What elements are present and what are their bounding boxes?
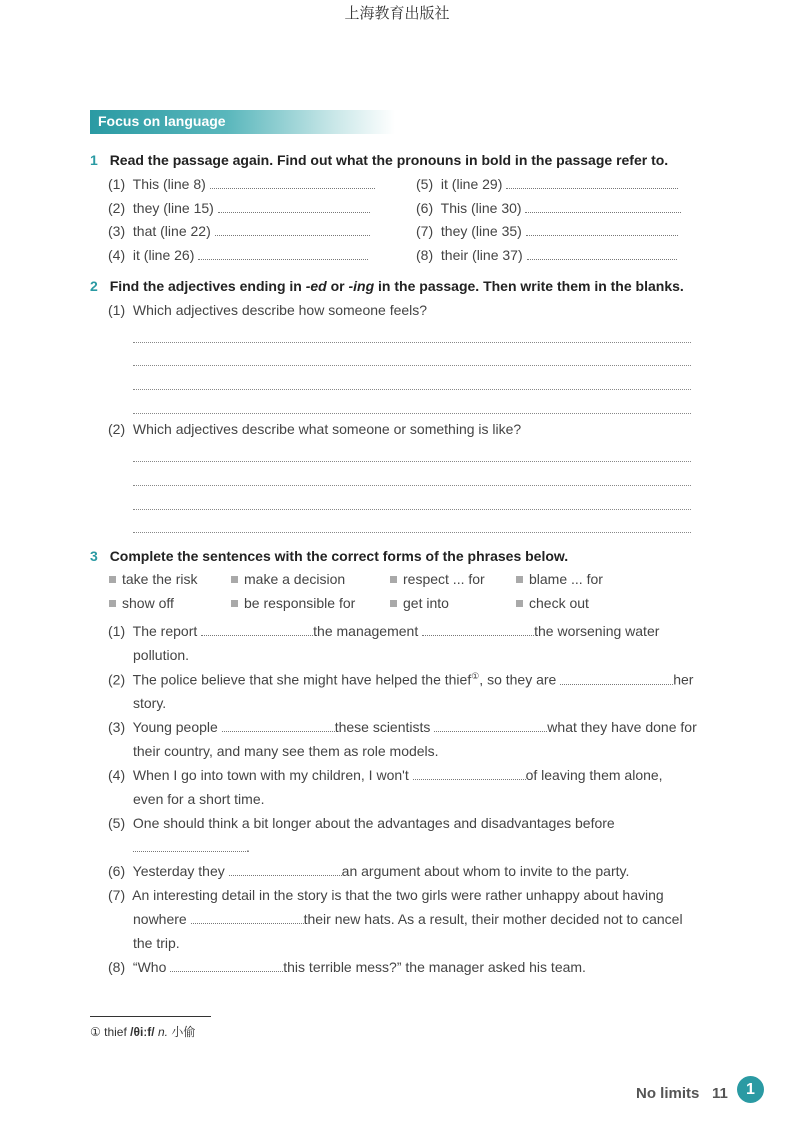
q2-heading — [90, 278, 684, 294]
q3-sentence-2: (2) The police believe that she might have helped the thief①, so they are her — [108, 671, 694, 688]
writing-line[interactable] — [133, 509, 691, 510]
phrase-item: respect ... for — [390, 571, 485, 587]
phrase-item: be responsible for — [231, 595, 355, 611]
phrase-item: take the risk — [109, 571, 197, 587]
footnote-divider — [90, 1016, 211, 1017]
answer-blank[interactable] — [218, 200, 370, 213]
answer-blank[interactable] — [133, 839, 246, 852]
bullet-square-icon — [231, 600, 238, 607]
answer-blank[interactable] — [506, 176, 678, 189]
answer-blank[interactable] — [422, 623, 534, 636]
q1-item-1: (1) This (line 8) — [108, 176, 375, 192]
q3-sentence-4: (4) When I go into town with my children, I won't of leaving them alone, — [108, 767, 663, 783]
answer-blank[interactable] — [191, 911, 304, 924]
phrase-item: get into — [390, 595, 449, 611]
q2-subquestion-1: (1) Which adjectives describe how someone feels? — [108, 302, 428, 318]
q3-sentence-7: (7) An interesting detail in the story is that the two girls were rather unhappy about having — [108, 887, 664, 903]
q1-instruction: Read the passage again. Find out what the pronouns in bold in the passage refer to. — [109, 152, 669, 168]
q1-item-6: (6) This (line 30) — [416, 200, 681, 216]
q3-sentence-3-cont: their country, and many see them as role models. — [133, 743, 439, 759]
bullet-square-icon — [231, 576, 238, 583]
answer-blank[interactable] — [525, 200, 681, 213]
q2-instruction: Find the adjectives ending in -ed or -ing in the passage. Then write them in the blanks. — [109, 278, 684, 294]
bullet-square-icon — [390, 576, 397, 583]
q3-number: 3 — [90, 548, 98, 564]
q3-sentence-5: (5) One should think a bit longer about the advantages and disadvantages before — [108, 815, 615, 831]
bullet-square-icon — [390, 600, 397, 607]
q1-item-7: (7) they (line 35) — [416, 223, 678, 239]
q3-sentence-1-cont: pollution. — [133, 647, 190, 663]
answer-blank[interactable] — [215, 223, 370, 236]
answer-blank[interactable] — [526, 223, 678, 236]
q3-sentence-7-cont: nowhere their new hats. As a result, their mother decided not to cancel — [133, 911, 683, 927]
bullet-square-icon — [516, 576, 523, 583]
q3-sentence-7-cont2: the trip. — [133, 935, 180, 951]
footer-unit-title: No limits — [636, 1085, 700, 1102]
answer-blank[interactable] — [170, 959, 283, 972]
phrase-item: make a decision — [231, 571, 345, 587]
section-title: Focus on language — [98, 113, 226, 129]
q3-sentence-2-cont: story. — [133, 695, 167, 711]
q3-heading — [90, 548, 568, 564]
unit-badge: 1 — [737, 1076, 764, 1103]
footnote: ① thief /θiːf/ n. 小偷 — [90, 1025, 196, 1039]
q1-item-5: (5) it (line 29) — [416, 176, 678, 192]
writing-line[interactable] — [133, 413, 691, 414]
q2-subquestion-2: (2) Which adjectives describe what someone or something is like? — [108, 421, 522, 437]
q1-item-3: (3) that (line 22) — [108, 223, 370, 239]
q3-sentence-3: (3) Young people these scientists what they have done for — [108, 719, 697, 735]
q1-item-2: (2) they (line 15) — [108, 200, 370, 216]
writing-line[interactable] — [133, 389, 691, 390]
q3-sentence-8: (8) “Who this terrible mess?” the manager asked his team. — [108, 959, 586, 975]
writing-line[interactable] — [133, 365, 691, 366]
answer-blank[interactable] — [210, 176, 375, 189]
answer-blank[interactable] — [413, 767, 526, 780]
bullet-square-icon — [109, 576, 116, 583]
bullet-square-icon — [516, 600, 523, 607]
answer-blank[interactable] — [527, 247, 677, 260]
writing-line[interactable] — [133, 485, 691, 486]
answer-blank[interactable] — [229, 863, 342, 876]
phrase-item: blame ... for — [516, 571, 603, 587]
answer-blank[interactable] — [198, 247, 368, 260]
q1-item-4: (4) it (line 26) — [108, 247, 368, 263]
q3-sentence-4-cont: even for a short time. — [133, 791, 265, 807]
writing-line[interactable] — [133, 461, 691, 462]
q1-heading — [90, 152, 668, 168]
answer-blank[interactable] — [222, 719, 335, 732]
answer-blank[interactable] — [434, 719, 547, 732]
writing-line[interactable] — [133, 532, 691, 533]
bullet-square-icon — [109, 600, 116, 607]
section-header-bar — [90, 110, 395, 134]
page-number: 11 — [712, 1085, 728, 1102]
q3-instruction: Complete the sentences with the correct forms of the phrases below. — [109, 548, 569, 564]
q3-sentence-1: (1) The report the management the worsening water — [108, 623, 660, 639]
q3-sentence-5-cont: . — [133, 839, 250, 855]
q1-number: 1 — [90, 152, 98, 168]
phrase-item: check out — [516, 595, 589, 611]
q1-item-8: (8) their (line 37) — [416, 247, 677, 263]
q2-number: 2 — [90, 278, 98, 294]
publisher-header: 上海教育出版社 — [344, 4, 450, 22]
phrase-item: show off — [109, 595, 174, 611]
answer-blank[interactable] — [201, 623, 313, 636]
answer-blank[interactable] — [560, 672, 673, 685]
writing-line[interactable] — [133, 342, 691, 343]
q3-sentence-6: (6) Yesterday they an argument about whom to invite to the party. — [108, 863, 630, 879]
